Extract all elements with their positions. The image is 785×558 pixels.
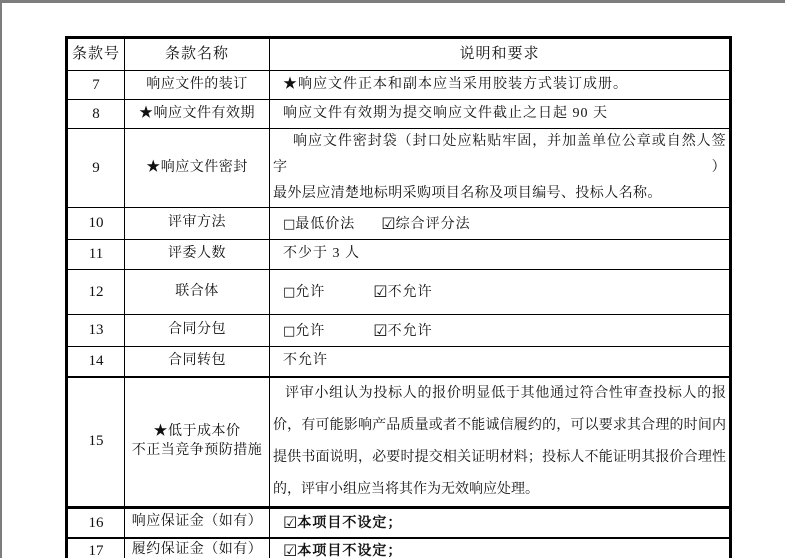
option-label: 允许 [295,323,326,339]
checkbox-checked-icon: ☑ [283,540,298,558]
clause-name-cell: 联合体 [125,270,270,315]
clause-name-cell: ★响应文件有效期 [125,100,270,129]
desc-line: 提供书面说明，必要时提交相关证明材料；投标人不能证明其报价合理性 [273,449,726,465]
table-row [67,538,731,558]
table-header-row [67,38,731,71]
clause-name-cell: 响应文件的装订 [125,71,270,100]
table-row [67,129,731,208]
checkbox-option-disallow[interactable] [373,320,433,340]
clause-desc-cell [270,377,731,508]
clause-number-cell: 15 [67,377,125,508]
clause-name-cell: 评委人数 [125,240,270,270]
checkbox-unchecked-icon: □ [283,285,296,301]
table-row [67,347,731,377]
desc-line: 价，有可能影响产品质量或者不能诚信履约的，可以要求其合理的时间内 [273,417,726,433]
clause-number-cell: 8 [67,100,125,129]
desc-line: 最外层应清楚地标明采购项目名称及项目编号、投标人名称。 [273,186,662,201]
clause-desc-cell: 不少于 3 人 [270,240,731,270]
clause-name-cell: 评审方法 [125,208,270,240]
clause-number-cell: 10 [67,208,125,240]
checkbox-option-allow[interactable] [283,285,325,300]
requirements-table [65,36,732,558]
checkbox-option-not-required[interactable] [283,512,403,532]
clause-number-cell: 11 [67,240,125,270]
table-row [67,315,731,347]
clause-name-cell: 合同转包 [125,347,270,377]
clause-desc-cell [270,315,731,347]
checkbox-option-disallow[interactable] [373,282,433,302]
clause-number-cell: 12 [67,270,125,315]
checkbox-option-not-required[interactable] [283,540,403,558]
option-label: 不允许 [387,323,433,339]
checkbox-option-lowest-price[interactable] [283,217,355,232]
table-row [67,507,731,538]
table-row [67,100,731,129]
clause-name-cell: ★响应文件密封 [125,129,270,208]
option-label: 本项目不设定； [297,515,403,531]
checkbox-checked-icon: ☑ [381,213,396,233]
checkbox-unchecked-icon: □ [283,216,296,232]
clause-name-cell: 履约保证金（如有） [125,538,270,558]
clause-name-cell: 合同分包 [125,315,270,347]
checkbox-option-allow[interactable] [283,324,325,339]
table-row [67,71,731,100]
option-label: 允许 [295,285,326,301]
desc-line: 的，评审小组应当将其作为无效响应处理。 [273,481,539,497]
clause-number-cell: 13 [67,315,125,347]
checkbox-checked-icon: ☑ [283,512,298,532]
clause-number-cell: 14 [67,347,125,377]
clause-number-cell: 17 [67,538,125,558]
checkbox-option-comprehensive-scoring[interactable] [381,213,471,233]
option-label: 综合评分法 [395,216,471,232]
header-clause-no: 条款号 [67,38,125,71]
clause-number-cell: 9 [67,129,125,208]
clause-desc-cell [270,270,731,315]
clause-desc-cell: ★响应文件正本和副本应当采用胶装方式装订成册。 [270,71,731,100]
desc-line: 评审小组认为投标人的报价明显低于其他通过符合性审查投标人的报 [285,385,726,401]
table-row [67,240,731,270]
clause-number-cell: 16 [67,507,125,538]
clause-desc-cell [270,129,731,208]
page-edge-top [0,0,785,3]
clause-name-cell: 响应保证金（如有） [125,507,270,538]
table-row [67,208,731,240]
desc-line: 响应文件密封袋（封口处应粘贴牢固，并加盖单位公章或自然人签字） [273,134,726,175]
checkbox-checked-icon: ☑ [373,282,388,302]
option-label: 最低价法 [295,216,356,232]
clause-name-line: ★低于成本价 [153,423,241,439]
clause-desc-cell [270,538,731,558]
clause-number-cell: 7 [67,71,125,100]
clause-desc-cell: 不允许 [270,347,731,377]
header-clause-name: 条款名称 [125,38,270,71]
header-description: 说明和要求 [270,38,731,71]
checkbox-unchecked-icon: □ [283,323,296,339]
option-label: 本项目不设定； [297,543,403,558]
clause-desc-cell [270,208,731,240]
table-row [67,377,731,508]
checkbox-checked-icon: ☑ [373,320,388,340]
option-label: 不允许 [387,285,433,301]
clause-name-line: 不正当竞争预防措施 [131,442,263,458]
page-edge-left [0,0,2,558]
clause-name-cell [125,377,270,508]
clause-desc-cell [270,507,731,538]
table-row [67,270,731,315]
clause-desc-cell: 响应文件有效期为提交响应文件截止之日起 90 天 [270,100,731,129]
